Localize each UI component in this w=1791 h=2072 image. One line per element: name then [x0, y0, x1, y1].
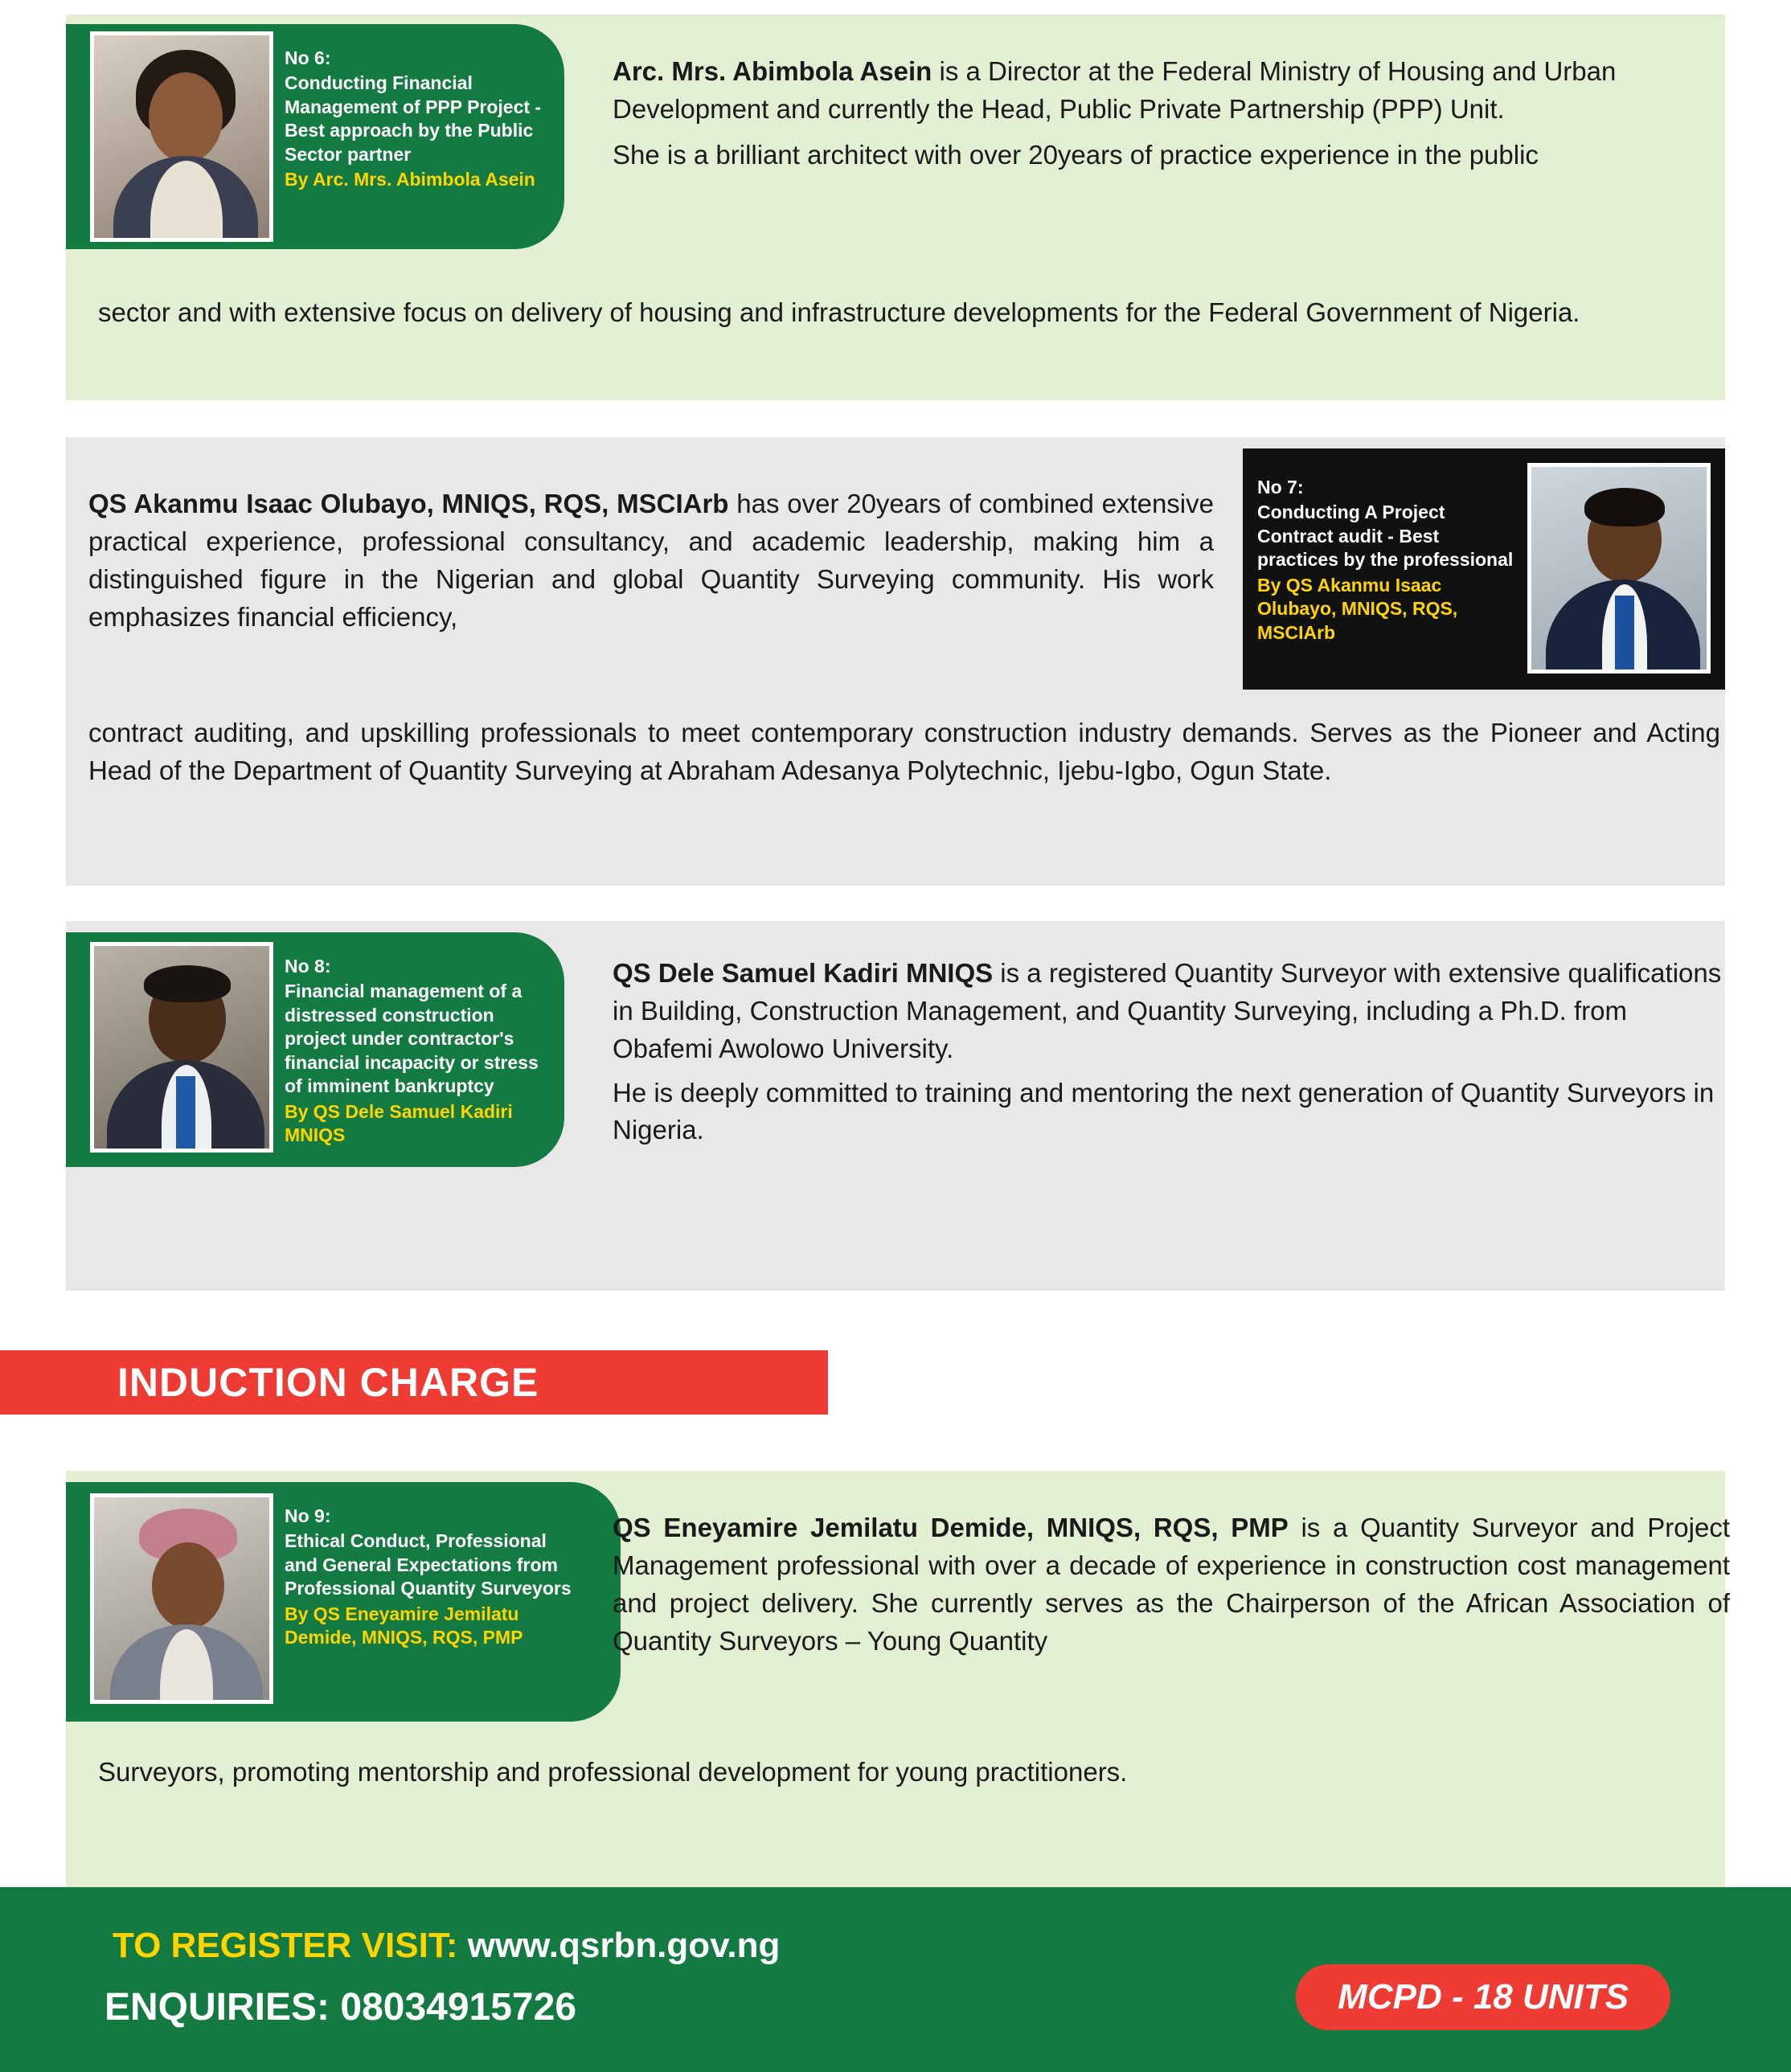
speaker-bio-no9-top	[613, 1509, 1730, 1660]
speaker-bio-no6-bottom: sector and with extensive focus on delivery of housing and infrastructure developments for the Federal Government of Nigeria.	[98, 297, 1580, 327]
speaker-name-no8: QS Dele Samuel Kadiri MNIQS	[613, 958, 994, 988]
speaker-photo-eneyamire-demide	[90, 1493, 273, 1704]
flyer-page	[0, 14, 1791, 2072]
speaker-card-no7	[1243, 448, 1725, 690]
speaker-byline: By QS Eneyamire Jemilatu Demide, MNIQS, RQS, PMP	[285, 1603, 523, 1648]
mcpd-badge: MCPD - 18 UNITS	[1296, 1964, 1670, 2030]
speaker-bio-text: is a Quantity Surveyor and Project Management professional with over a decade of experience in construction cost management and project delivery. She currently serves as the Chairperson of the African Association of Quantity Surveyors – Young Quantity	[613, 1513, 1730, 1656]
speaker-bio-text: is a Director at the Federal Ministry of Housing and Urban Development and currently the Head, Public Private Partnership (PPP) Unit.	[613, 56, 1617, 124]
speaker-bio-no7-top	[88, 485, 1214, 636]
speaker-bio-no8-line2: He is deeply committed to training and mentoring the next generation of Quantity Surveyors in Nigeria.	[613, 1077, 1715, 1145]
speaker-number: No 6:	[285, 47, 331, 68]
speaker-block-no7	[66, 437, 1725, 886]
speaker-topic: Conducting A Project Contract audit - Best practices by the professional	[1257, 502, 1514, 571]
speaker-bio-no7-bottom: contract auditing, and upskilling professionals to meet contemporary construction industry demands. Serves as the Pioneer and Acting Head of the Department of Quantity Surveying at Abraham Adesanya Polytechnic, Ijebu-Igbo, Ogun State.	[88, 718, 1720, 785]
speaker-photo-abimbola-asein	[90, 31, 273, 242]
speaker-name-no6: Arc. Mrs. Abimbola Asein	[613, 56, 932, 86]
speaker-card-no8	[66, 932, 564, 1167]
footer-bar	[0, 1887, 1791, 2072]
speaker-number: No 8:	[285, 956, 331, 977]
speaker-bio-no6-top	[613, 53, 1726, 174]
speaker-block-no6	[66, 14, 1725, 400]
speaker-block-no8	[66, 921, 1725, 1291]
speaker-bio-no9-bottom: Surveyors, promoting mentorship and professional development for young practitioners.	[98, 1757, 1128, 1787]
speaker-topic: Conducting Financial Management of PPP Project - Best approach by the Public Sector partner	[285, 72, 542, 165]
speaker-bio-text: is a registered Quantity Surveyor with extensive qualifications in Building, Construction Management, and Quantity Surveying, including a Ph.D. from Obafemi Awolowo University.	[613, 958, 1722, 1063]
register-label: TO REGISTER VISIT:	[113, 1926, 458, 1965]
speaker-caption-no6	[273, 24, 564, 200]
speaker-caption-no7	[1243, 448, 1527, 653]
speaker-number: No 9:	[285, 1505, 331, 1526]
speaker-bio-no8	[613, 955, 1730, 1149]
induction-charge-banner	[0, 1350, 828, 1415]
speaker-topic: Ethical Conduct, Professional and General Expectations from Professional Quantity Surveyors	[285, 1530, 572, 1599]
speaker-topic: Financial management of a distressed construction project under contractor's financial incapacity or stress of imminent bankruptcy	[285, 981, 539, 1097]
induction-charge-label: INDUCTION CHARGE	[117, 1360, 539, 1405]
speaker-card-no9	[66, 1482, 621, 1722]
speaker-number: No 7:	[1257, 477, 1304, 498]
speaker-card-no6	[66, 24, 564, 249]
speaker-bio-text: has over 20years of combined extensive practical experience, professional consultancy, and academic leadership, making him a distinguished figure in the Nigerian and global Quantity Surveying community. His work emphasizes financial efficiency,	[88, 489, 1214, 632]
enquiries-line: ENQUIRIES: 08034915726	[105, 1986, 577, 2029]
speaker-photo-akanmu-olubayo	[1527, 463, 1711, 674]
register-line	[113, 1926, 780, 1966]
speaker-caption-no9	[273, 1482, 592, 1658]
speaker-byline: By QS Dele Samuel Kadiri MNIQS	[285, 1100, 513, 1146]
speaker-caption-no8	[273, 932, 564, 1156]
speaker-byline: By QS Akanmu Isaac Olubayo, MNIQS, RQS, MSCIArb	[1257, 574, 1458, 643]
website-link[interactable]: www.qsrbn.gov.ng	[467, 1926, 781, 1965]
speaker-block-no9	[66, 1471, 1730, 1889]
speaker-byline: By Arc. Mrs. Abimbola Asein	[285, 169, 535, 190]
speaker-name-no9: QS Eneyamire Jemilatu Demide, MNIQS, RQS, PMP	[613, 1513, 1289, 1542]
speaker-bio-no6-line2: She is a brilliant architect with over 20years of practice experience in the public	[613, 139, 1539, 170]
speaker-photo-dele-kadiri	[90, 942, 273, 1153]
speaker-name-no7: QS Akanmu Isaac Olubayo, MNIQS, RQS, MSCIArb	[88, 489, 729, 518]
